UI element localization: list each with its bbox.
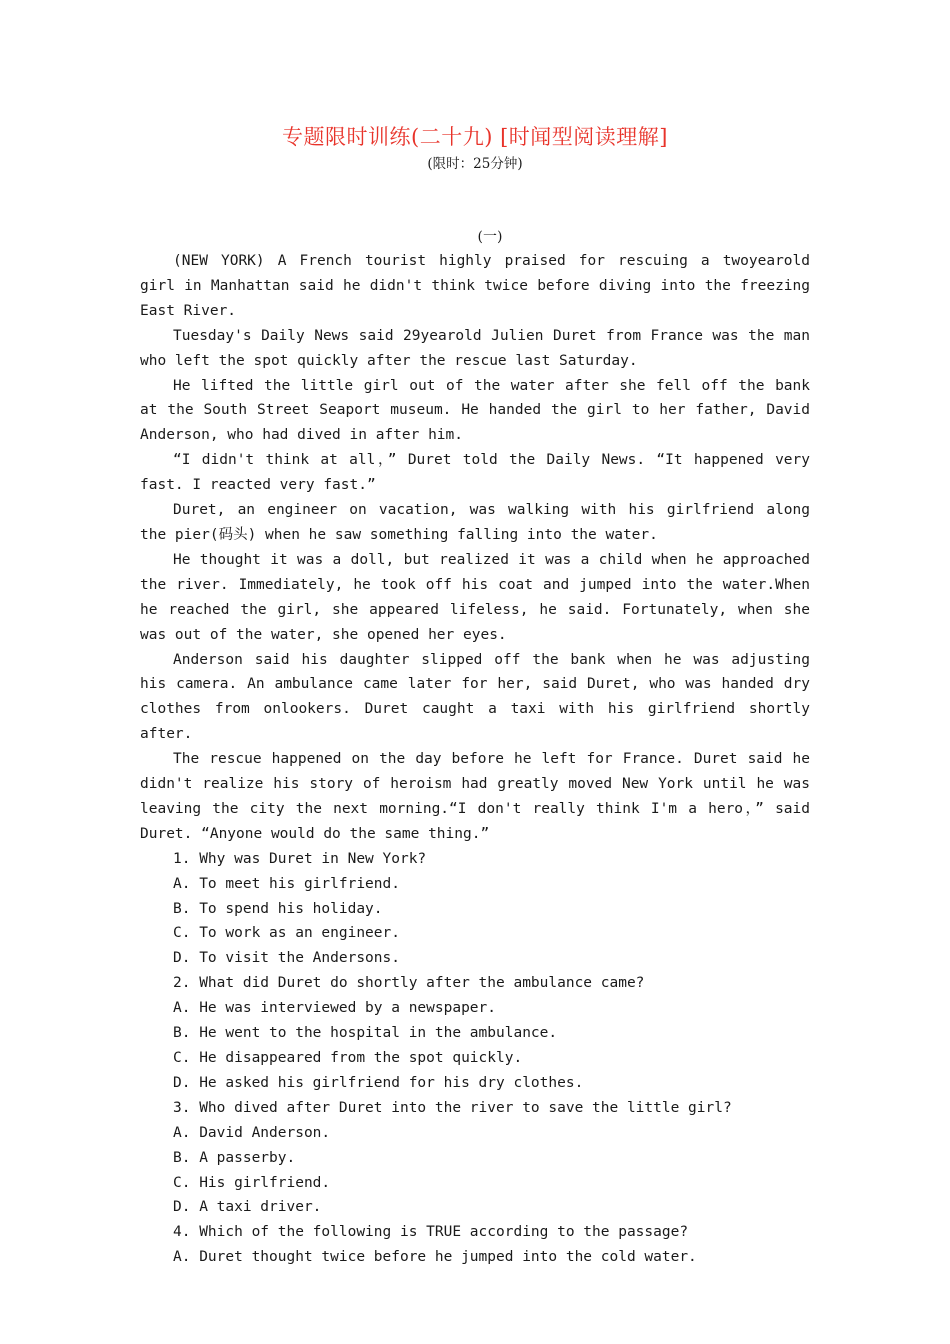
passage-paragraph: “I didn't think at all，” Duret told the Daily News. “It happened very fast. I reacted very fast.” [140,452,810,494]
question-stem: 3. Who dived after Duret into the river to save the little girl? [173,1099,732,1116]
answer-option: D. To visit the Andersons. [173,950,400,967]
answer-option: A. To meet his girlfriend. [173,875,400,892]
passage-paragraph: He thought it was a doll, but realized it was a child when he approached the river. Immediately, he took off his coat and jumped into the water.When he reached the girl, she appeared lifeless, he said. Fortunately, when she was out of the water, she opened her eyes. [140,551,810,643]
answer-option: A. David Anderson. [173,1124,331,1141]
question-stem: 1. Why was Duret in New York? [173,850,427,867]
section-number: (一) [477,229,503,245]
passage-paragraph: (NEW YORK) A French tourist highly praised for rescuing a twoyearold girl in Manhattan said he didn't think twice before diving into the freezing East River. [140,253,810,319]
answer-option: A. Duret thought twice before he jumped into the cold water. [173,1249,697,1266]
answer-option: B. To spend his holiday. [173,900,383,917]
answer-option: D. He asked his girlfriend for his dry clothes. [173,1074,584,1091]
passage-paragraph: Duret, an engineer on vacation, was walking with his girlfriend along the pier(码头) when he saw something falling into the water. [140,502,810,543]
answer-option: A. He was interviewed by a newspaper. [173,1000,497,1017]
passage-paragraph: The rescue happened on the day before he left for France. Duret said he didn't realize his story of heroism had greatly moved New York until he was leaving the city the next morning.“I don't really think I'm a hero，” said Duret. “Anyone would do the same thing.” [140,751,810,842]
answer-option: C. He disappeared from the spot quickly. [173,1050,523,1066]
passage-paragraph: He lifted the little girl out of the water after she fell off the bank at the South Street Seaport museum. He handed the girl to her father, David Anderson, who had dived in after him. [140,377,810,444]
question-stem: 2. What did Duret do shortly after the ambulance came? [173,975,645,992]
time-limit: (限时：25分钟) [427,156,523,172]
page-title: 专题限时训练(二十九) [时闻型阅读理解] [282,125,668,149]
reading-content [140,249,810,1270]
answer-option: B. A passerby. [173,1149,296,1166]
passage-paragraph: Anderson said his daughter slipped off the bank when he was adjusting his camera. An ambulance came later for her, said Duret, who was handed dry clothes from onlookers. Duret caught a taxi with his girlfriend shortly after. [140,651,810,743]
answer-option: C. To work as an engineer. [173,925,400,942]
answer-option: B. He went to the hospital in the ambulance. [173,1025,558,1042]
passage-paragraph: Tuesday's Daily News said 29yearold Julien Duret from France was the man who left the spot quickly after the rescue last Saturday. [140,327,810,369]
answer-option: D. A taxi driver. [173,1199,322,1216]
answer-option: C. His girlfriend. [173,1174,331,1191]
question-stem: 4. Which of the following is TRUE according to the passage? [173,1224,689,1241]
